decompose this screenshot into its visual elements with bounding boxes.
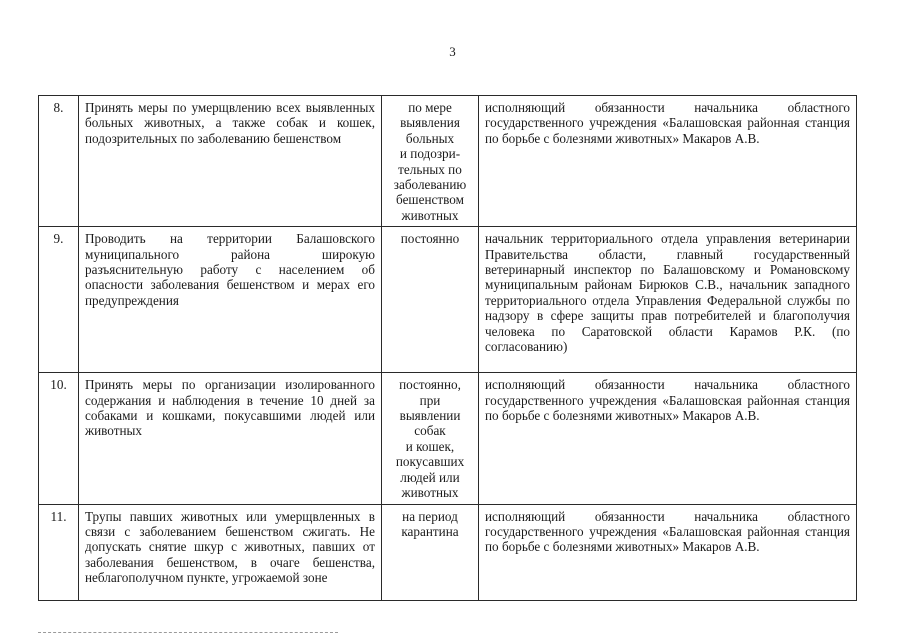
table-row	[39, 96, 857, 227]
term-line: выявлении	[399, 408, 461, 424]
term-line: и кошек,	[405, 438, 455, 454]
responsible-text: исполняющий обязанности начальника областного государственного учреждения «Балашовская районная станция по борьбе с болезнями животных» Макаров А.В.	[479, 96, 857, 227]
row-number: 11.	[39, 504, 79, 600]
action-text: Принять меры по организации изолированного содержания и наблюдения в течение 10 дней за собаками и кошками, покусавшими людей или животных	[79, 373, 382, 504]
table-row	[39, 227, 857, 373]
term-line: животных	[401, 485, 459, 501]
table-row	[39, 373, 857, 504]
term-line: покусавших	[395, 454, 465, 470]
term-line: тельных по	[398, 161, 462, 177]
row-number: 8.	[39, 96, 79, 227]
measures-table	[38, 95, 857, 601]
term-line: постоянно	[400, 231, 460, 247]
term-line: выявления	[400, 115, 460, 131]
term-line: собак	[414, 423, 446, 439]
action-text: Проводить на территории Балашовского муниципального района широкую разъяснительную работу с населением об опасности заболевания бешенством и мерах его предупреждения	[79, 227, 382, 373]
term-line: бешенством	[396, 192, 464, 208]
term-line: на период	[402, 508, 458, 524]
action-text: Принять меры по умерщвлению всех выявленных больных животных, а также собак и кошек, подозрительных по заболеванию бешенством	[79, 96, 382, 227]
responsible-text: исполняющий обязанности начальника областного государственного учреждения «Балашовская районная станция по борьбе с болезнями животных» Макаров А.В.	[479, 504, 857, 600]
term-line: животных	[401, 207, 459, 223]
page-number: 3	[449, 44, 456, 59]
term-cell	[382, 504, 479, 600]
term-line: людей или	[400, 469, 460, 485]
term-line: карантина	[401, 523, 459, 539]
footer-divider	[38, 632, 338, 633]
action-text: Трупы павших животных или умерщвленных в связи с заболеванием бешенством сжигать. Не допускать снятие шкур с животных, павших от заболевания бешенством, в очаге бешенства, неблагополучном пункте, угрожаемой зоне	[79, 504, 382, 600]
term-line: при	[419, 392, 441, 408]
responsible-text: исполняющий обязанности начальника областного государственного учреждения «Балашовская районная станция по борьбе с болезнями животных» Макаров А.В.	[479, 373, 857, 504]
responsible-text: начальник территориального отдела управления ветеринарии Правительства области, главный государственный ветеринарный инспектор по Балашовскому и Романовскому муниципальным районам Бирюков С.В., начальник западного территориального отдела Управления Федеральной службы по надзору в сфере защиты прав потребителей и благополучия человека по Саратовской области Карамов Р.К. (по согласованию)	[479, 227, 857, 373]
term-cell	[382, 227, 479, 373]
term-line: постоянно,	[399, 377, 461, 393]
row-number: 9.	[39, 227, 79, 373]
term-line: больных	[405, 130, 455, 146]
term-line: по мере	[408, 100, 452, 115]
table-row	[39, 504, 857, 600]
term-line: заболеванию	[393, 177, 467, 193]
term-cell	[382, 96, 479, 227]
row-number: 10.	[39, 373, 79, 504]
term-cell	[382, 373, 479, 504]
term-line: и подозри-	[399, 146, 461, 162]
